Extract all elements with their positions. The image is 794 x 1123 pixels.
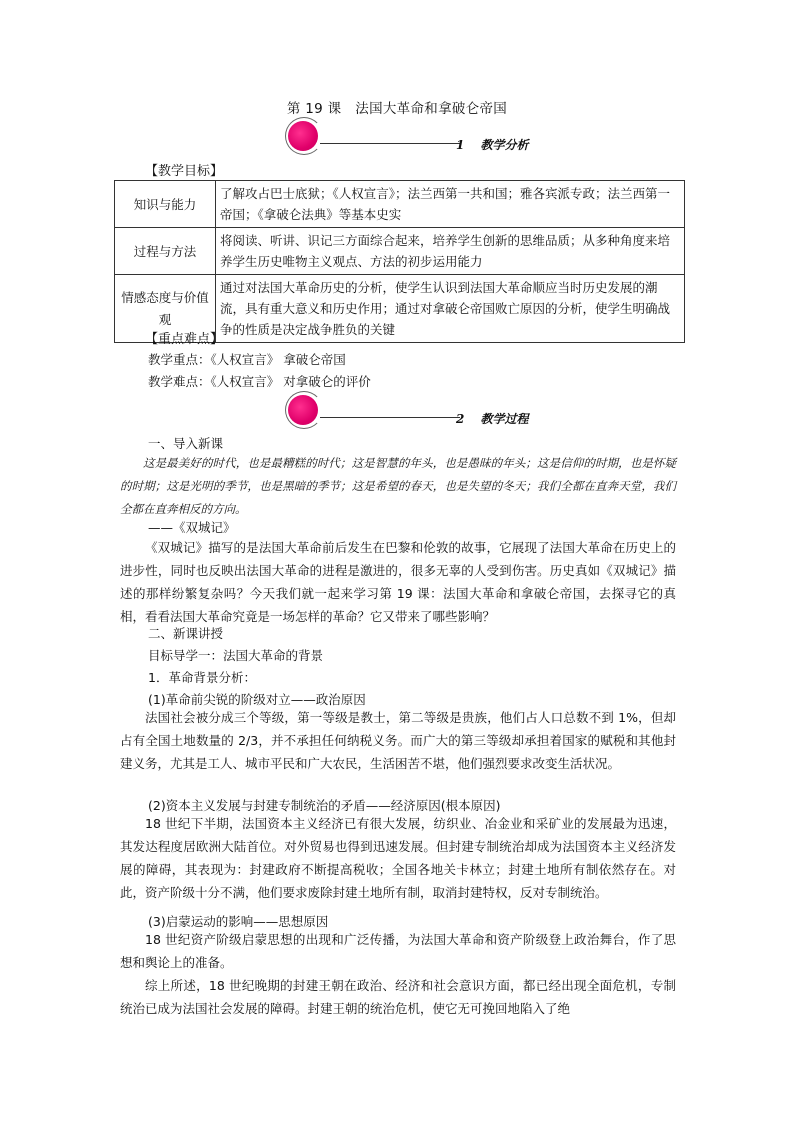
row-text: 了解攻占巴士底狱；《人权宣言》；法兰西第一共和国；雅各宾派专政；法兰西第一帝国；《拿破仑法典》等基本史实 bbox=[216, 181, 685, 228]
goal-one-heading: 目标导学一：法国大革命的背景 bbox=[148, 648, 324, 663]
table-row bbox=[115, 228, 685, 275]
row-label: 过程与方法 bbox=[115, 228, 216, 275]
reason-ideological-title: (3)启蒙运动的影响——思想原因 bbox=[148, 914, 329, 929]
banner-text: 教学分析 bbox=[480, 138, 529, 152]
reason-economic-text: 18 世纪下半期，法国资本主义经济已有很大发展，纺织业、冶金业和采矿业的发展最为迅速，其发达程度居欧洲大陆首位。对外贸易也得到迅速发展。但封建专制统治却成为法国资本主义经济发展的障碍，其表现为：封建政府不断提高税收；全国各地关卡林立；封建土地所有制依然存在。对此，资产阶级十分不满，他们要求废除封建土地所有制，取消封建特权，反对专制统治。 bbox=[120, 816, 676, 900]
pink-circle-icon bbox=[288, 121, 318, 151]
row-text: 通过对法国大革命历史的分析，使学生认识到法国大革命顺应当时历史发展的潮流，具有重大意义和历史作用；通过对拿破仑帝国败亡原因的分析，使学生明确战争的性质是决定战争胜负的关键 bbox=[216, 275, 685, 343]
background-heading: 1．革命背景分析： bbox=[148, 670, 256, 685]
section-banner-analysis bbox=[286, 117, 616, 157]
banner-divider-line bbox=[320, 417, 460, 418]
banner-number: 1 bbox=[456, 138, 465, 152]
opening-quote: 这是最美好的时代，也是最糟糕的时代；这是智慧的年头，也是愚昧的年头；这是信仰的时期，也是怀疑的时期；这是光明的季节，也是黑暗的季节；这是希望的春天，也是失望的冬天；我们全都在直奔天堂，我们全都在直奔相反的方向。 bbox=[120, 456, 676, 516]
objectives-heading: 【教学目标】 bbox=[145, 164, 224, 179]
teaching-focus: 教学重点：《人权宣言》 拿破仑帝国 bbox=[148, 352, 346, 367]
intro-paragraph: 《双城记》描写的是法国大革命前后发生在巴黎和伦敦的故事，它展现了法国大革命在历史上的进步性，同时也反映出法国大革命的进程是激进的，很多无辜的人受到伤害。历史真如《双城记》描述的那样纷繁复杂吗？今天我们就一起来学习第 19 课：法国大革命和拿破仑帝国，去探寻它的真相，看看法国大革命究竟是一场怎样的革命？它又带来了哪些影响？ bbox=[120, 540, 676, 624]
reason-ideological-text: 18 世纪资产阶级启蒙思想的出现和广泛传播，为法国大革命和资产阶级登上政治舞台，作了思想和舆论上的准备。 bbox=[120, 932, 676, 970]
banner-divider-line bbox=[320, 143, 460, 144]
reason-political-text: 法国社会被分成三个等级，第一等级是教士，第二等级是贵族，他们占人口总数不到 1%，但却占有全国土地数量的 2/3，并不承担任何纳税义务。而广大的第三等级却承担着国家的赋税和其他封建义务，尤其是工人、城市平民和广大农民，生活困苦不堪，他们强烈要求改变生活状况。 bbox=[120, 710, 676, 771]
banner-number: 2 bbox=[456, 412, 465, 426]
quote-source: ——《双城记》 bbox=[148, 520, 236, 535]
banner-text: 教学过程 bbox=[480, 412, 529, 426]
objectives-table bbox=[114, 180, 685, 343]
banner-label bbox=[456, 410, 529, 427]
page-title: 第 19 课 法国大革命和拿破仑帝国 bbox=[286, 101, 508, 117]
teaching-difficulty: 教学难点：《人权宣言》 对拿破仑的评价 bbox=[148, 374, 371, 389]
intro-heading: 一、导入新课 bbox=[148, 436, 224, 451]
section-banner-process bbox=[286, 391, 616, 431]
new-lesson-heading: 二、新课讲授 bbox=[148, 626, 224, 641]
banner-label bbox=[456, 136, 529, 153]
row-label: 知识与能力 bbox=[115, 181, 216, 228]
reason-economic-title: (2)资本主义发展与封建专制统治的矛盾——经济原因(根本原因) bbox=[148, 798, 501, 813]
row-label: 情感态度与价值观 bbox=[115, 275, 216, 343]
key-points-heading: 【重点难点】 bbox=[145, 332, 224, 347]
summary-paragraph: 综上所述，18 世纪晚期的封建王朝在政治、经济和社会意识方面，都已经出现全面危机，专制统治已成为法国社会发展的障碍。封建王朝的统治危机，使它无可挽回地陷入了绝 bbox=[120, 978, 676, 1016]
row-text: 将阅读、听讲、识记三方面综合起来，培养学生创新的思维品质；从多种角度来培养学生历史唯物主义观点、方法的初步运用能力 bbox=[216, 228, 685, 275]
reason-political-title: (1)革命前尖锐的阶级对立——政治原因 bbox=[148, 692, 366, 707]
pink-circle-icon bbox=[288, 395, 318, 425]
table-row bbox=[115, 181, 685, 228]
